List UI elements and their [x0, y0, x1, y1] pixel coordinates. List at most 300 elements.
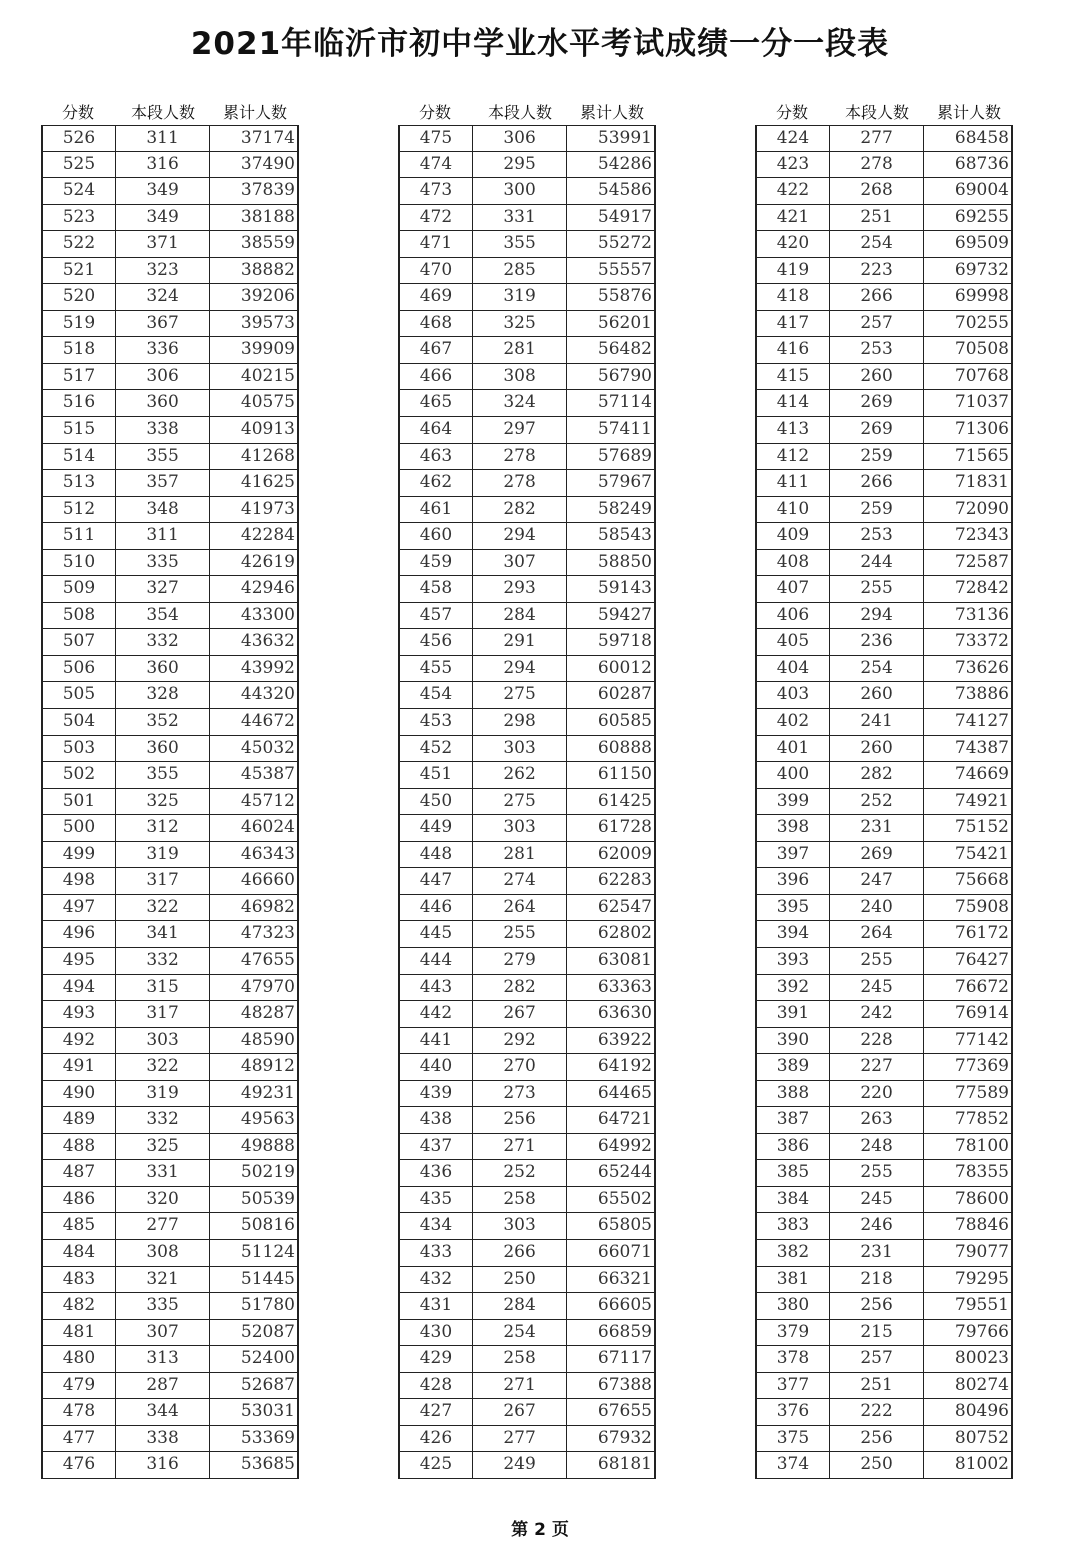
cell-score: 428	[400, 1373, 473, 1399]
cell-score: 444	[400, 948, 473, 974]
cell-score: 453	[400, 709, 473, 735]
cell-segment-count: 308	[116, 1240, 211, 1266]
cell-score: 504	[43, 709, 116, 735]
cell-score: 461	[400, 497, 473, 523]
table-row	[400, 523, 654, 550]
table-row	[757, 975, 1011, 1002]
cell-cumulative-count: 47655	[240, 949, 295, 970]
cell-score: 505	[43, 682, 116, 708]
cell-cumulative-count: 54286	[597, 153, 652, 174]
cell-score: 408	[757, 550, 830, 576]
cell-score: 376	[757, 1399, 830, 1425]
cell-segment-count: 297	[473, 417, 568, 443]
cell-score: 377	[757, 1373, 830, 1399]
table-row	[400, 576, 654, 603]
cell-cumulative-count: 46024	[240, 817, 295, 838]
header-score: 分数	[418, 103, 451, 122]
table-row	[400, 709, 654, 736]
cell-cumulative-count: 49231	[240, 1082, 295, 1103]
cell-segment-count: 294	[473, 523, 568, 549]
cell-segment-count: 269	[830, 842, 925, 868]
cell-segment-count: 335	[116, 1293, 211, 1319]
table-row	[43, 205, 297, 232]
cell-score: 420	[757, 231, 830, 257]
cell-segment-count: 269	[830, 390, 925, 416]
table-row	[43, 842, 297, 869]
cell-segment-count: 284	[473, 603, 568, 629]
cell-score: 493	[43, 1001, 116, 1027]
table-row	[43, 1240, 297, 1267]
table-row	[43, 682, 297, 709]
cell-score: 423	[757, 152, 830, 178]
table-row	[400, 444, 654, 471]
table-row	[757, 497, 1011, 524]
table-row	[400, 550, 654, 577]
cell-score: 496	[43, 921, 116, 947]
cell-segment-count: 215	[830, 1320, 925, 1346]
cell-score: 503	[43, 736, 116, 762]
cell-cumulative-count: 53031	[240, 1401, 295, 1422]
cell-score: 416	[757, 337, 830, 363]
cell-score: 459	[400, 550, 473, 576]
table-row	[400, 789, 654, 816]
cell-score: 438	[400, 1107, 473, 1133]
cell-cumulative-count: 76914	[954, 1003, 1009, 1024]
cell-score: 430	[400, 1320, 473, 1346]
cell-cumulative-count: 53685	[240, 1454, 295, 1475]
table-row	[757, 1452, 1011, 1479]
cell-cumulative-count: 75908	[954, 896, 1009, 917]
table-row	[400, 231, 654, 258]
cell-segment-count: 277	[116, 1213, 211, 1239]
cell-cumulative-count: 66605	[597, 1295, 652, 1316]
cell-score: 381	[757, 1267, 830, 1293]
cell-segment-count: 332	[116, 629, 211, 655]
table-header	[41, 99, 299, 124]
cell-cumulative-count: 59143	[597, 578, 652, 599]
table-row	[43, 948, 297, 975]
cell-score: 409	[757, 523, 830, 549]
cell-segment-count: 257	[830, 311, 925, 337]
table-row	[43, 152, 297, 179]
cell-score: 403	[757, 682, 830, 708]
cell-segment-count: 282	[830, 762, 925, 788]
cell-score: 448	[400, 842, 473, 868]
cell-cumulative-count: 44672	[240, 711, 295, 732]
cell-segment-count: 311	[116, 126, 211, 151]
cell-score: 456	[400, 629, 473, 655]
table-row	[43, 975, 297, 1002]
table-row	[43, 736, 297, 763]
cell-score: 426	[400, 1426, 473, 1452]
cell-cumulative-count: 60888	[597, 737, 652, 758]
cell-segment-count: 287	[116, 1373, 211, 1399]
cell-score: 421	[757, 205, 830, 231]
table-row	[757, 364, 1011, 391]
cell-score: 499	[43, 842, 116, 868]
cell-cumulative-count: 73136	[954, 604, 1009, 625]
page-number: 第 2 页	[511, 1520, 569, 1540]
cell-segment-count: 244	[830, 550, 925, 576]
cell-cumulative-count: 41625	[240, 472, 295, 493]
cell-score: 450	[400, 789, 473, 815]
table-row	[757, 550, 1011, 577]
cell-score: 514	[43, 444, 116, 470]
cell-cumulative-count: 49888	[240, 1135, 295, 1156]
cell-cumulative-count: 50816	[240, 1215, 295, 1236]
cell-cumulative-count: 81002	[954, 1454, 1009, 1475]
cell-score: 457	[400, 603, 473, 629]
table-row	[400, 815, 654, 842]
table-row	[43, 337, 297, 364]
table-row	[757, 762, 1011, 789]
cell-cumulative-count: 47970	[240, 976, 295, 997]
cell-segment-count: 325	[116, 789, 211, 815]
cell-cumulative-count: 48590	[240, 1029, 295, 1050]
table-body	[398, 125, 656, 1479]
cell-score: 397	[757, 842, 830, 868]
cell-cumulative-count: 54586	[597, 180, 652, 201]
cell-segment-count: 315	[116, 975, 211, 1001]
cell-score: 474	[400, 152, 473, 178]
cell-cumulative-count: 57967	[597, 472, 652, 493]
cell-cumulative-count: 66859	[597, 1321, 652, 1342]
cell-cumulative-count: 79077	[954, 1241, 1009, 1262]
cell-cumulative-count: 57411	[597, 419, 652, 440]
table-row	[757, 1187, 1011, 1214]
cell-score: 473	[400, 178, 473, 204]
cell-segment-count: 348	[116, 497, 211, 523]
cell-segment-count: 253	[830, 523, 925, 549]
cell-score: 385	[757, 1160, 830, 1186]
table-row	[757, 1426, 1011, 1453]
score-table-block-2	[398, 99, 656, 1479]
cell-cumulative-count: 40215	[240, 365, 295, 386]
cell-cumulative-count: 77142	[954, 1029, 1009, 1050]
cell-score: 379	[757, 1320, 830, 1346]
cell-cumulative-count: 58543	[597, 525, 652, 546]
table-header	[398, 99, 656, 124]
table-row	[400, 178, 654, 205]
cell-score: 429	[400, 1346, 473, 1372]
cell-cumulative-count: 74921	[954, 790, 1009, 811]
cell-score: 485	[43, 1213, 116, 1239]
table-row	[757, 682, 1011, 709]
table-row	[757, 1320, 1011, 1347]
table-row	[757, 1081, 1011, 1108]
cell-score: 425	[400, 1452, 473, 1478]
table-row	[757, 603, 1011, 630]
cell-score: 462	[400, 470, 473, 496]
table-row	[43, 364, 297, 391]
cell-cumulative-count: 69255	[954, 206, 1009, 227]
cell-score: 502	[43, 762, 116, 788]
table-row	[757, 789, 1011, 816]
cell-score: 449	[400, 815, 473, 841]
cell-score: 481	[43, 1320, 116, 1346]
cell-score: 497	[43, 895, 116, 921]
cell-cumulative-count: 55272	[597, 233, 652, 254]
table-row	[400, 895, 654, 922]
table-row	[43, 1187, 297, 1214]
cell-cumulative-count: 45712	[240, 790, 295, 811]
table-row	[757, 1240, 1011, 1267]
table-row	[757, 417, 1011, 444]
cell-segment-count: 341	[116, 921, 211, 947]
cell-score: 494	[43, 975, 116, 1001]
cell-score: 490	[43, 1081, 116, 1107]
cell-score: 383	[757, 1213, 830, 1239]
table-row	[757, 736, 1011, 763]
cell-segment-count: 291	[473, 629, 568, 655]
cell-segment-count: 312	[116, 815, 211, 841]
table-row	[400, 1160, 654, 1187]
cell-segment-count: 266	[473, 1240, 568, 1266]
table-row	[757, 258, 1011, 285]
cell-segment-count: 255	[830, 1160, 925, 1186]
table-row	[43, 231, 297, 258]
table-row	[43, 895, 297, 922]
cell-segment-count: 293	[473, 576, 568, 602]
cell-cumulative-count: 53991	[597, 128, 652, 148]
cell-cumulative-count: 56201	[597, 312, 652, 333]
cell-cumulative-count: 62009	[597, 843, 652, 864]
cell-score: 384	[757, 1187, 830, 1213]
cell-cumulative-count: 57114	[597, 392, 652, 413]
cell-score: 414	[757, 390, 830, 416]
cell-segment-count: 355	[116, 444, 211, 470]
cell-cumulative-count: 55557	[597, 259, 652, 280]
cell-segment-count: 311	[116, 523, 211, 549]
cell-segment-count: 253	[830, 337, 925, 363]
cell-cumulative-count: 39573	[240, 312, 295, 333]
table-row	[400, 311, 654, 338]
cell-segment-count: 349	[116, 178, 211, 204]
cell-cumulative-count: 45032	[240, 737, 295, 758]
header-segment-count: 本段人数	[487, 103, 552, 122]
cell-score: 464	[400, 417, 473, 443]
table-row	[400, 1452, 654, 1479]
table-row	[757, 205, 1011, 232]
cell-score: 500	[43, 815, 116, 841]
cell-score: 492	[43, 1028, 116, 1054]
table-row	[400, 1320, 654, 1347]
cell-cumulative-count: 63081	[597, 949, 652, 970]
cell-cumulative-count: 62802	[597, 923, 652, 944]
cell-score: 401	[757, 736, 830, 762]
cell-cumulative-count: 72343	[954, 525, 1009, 546]
cell-segment-count: 316	[116, 152, 211, 178]
cell-segment-count: 249	[473, 1452, 568, 1478]
cell-score: 476	[43, 1452, 116, 1478]
cell-score: 483	[43, 1267, 116, 1293]
cell-cumulative-count: 75668	[954, 870, 1009, 891]
cell-segment-count: 260	[830, 736, 925, 762]
cell-segment-count: 252	[830, 789, 925, 815]
table-row	[43, 921, 297, 948]
table-row	[43, 1452, 297, 1479]
cell-segment-count: 231	[830, 815, 925, 841]
table-row	[757, 1213, 1011, 1240]
cell-cumulative-count: 57689	[597, 445, 652, 466]
cell-segment-count: 279	[473, 948, 568, 974]
cell-segment-count: 278	[830, 152, 925, 178]
cell-score: 436	[400, 1160, 473, 1186]
cell-segment-count: 218	[830, 1267, 925, 1293]
cell-score: 524	[43, 178, 116, 204]
table-row	[43, 1054, 297, 1081]
table-row	[43, 284, 297, 311]
cell-cumulative-count: 64192	[597, 1056, 652, 1077]
cell-segment-count: 360	[116, 656, 211, 682]
cell-segment-count: 316	[116, 1452, 211, 1478]
table-row	[400, 258, 654, 285]
cell-score: 419	[757, 258, 830, 284]
cell-score: 469	[400, 284, 473, 310]
cell-segment-count: 231	[830, 1240, 925, 1266]
table-row	[757, 1134, 1011, 1161]
cell-cumulative-count: 80023	[954, 1348, 1009, 1369]
table-row	[43, 1213, 297, 1240]
cell-score: 513	[43, 470, 116, 496]
cell-score: 395	[757, 895, 830, 921]
table-row	[43, 178, 297, 205]
cell-segment-count: 228	[830, 1028, 925, 1054]
cell-segment-count: 352	[116, 709, 211, 735]
table-row	[400, 629, 654, 656]
table-row	[757, 1373, 1011, 1400]
cell-segment-count: 371	[116, 231, 211, 257]
header-score: 分数	[775, 103, 808, 122]
table-row	[400, 1399, 654, 1426]
table-row	[43, 258, 297, 285]
cell-segment-count: 255	[830, 948, 925, 974]
cell-score: 507	[43, 629, 116, 655]
cell-score: 521	[43, 258, 116, 284]
table-row	[757, 1028, 1011, 1055]
table-row	[757, 390, 1011, 417]
cell-segment-count: 303	[473, 736, 568, 762]
cell-segment-count: 275	[473, 682, 568, 708]
table-row	[43, 576, 297, 603]
cell-segment-count: 248	[830, 1134, 925, 1160]
cell-cumulative-count: 70255	[954, 312, 1009, 333]
table-row	[400, 1426, 654, 1453]
cell-score: 427	[400, 1399, 473, 1425]
table-row	[400, 1187, 654, 1214]
table-row	[400, 975, 654, 1002]
cell-cumulative-count: 78100	[954, 1135, 1009, 1156]
cell-score: 471	[400, 231, 473, 257]
cell-segment-count: 278	[473, 444, 568, 470]
cell-score: 415	[757, 364, 830, 390]
table-row	[757, 1054, 1011, 1081]
cell-score: 433	[400, 1240, 473, 1266]
cell-cumulative-count: 79295	[954, 1268, 1009, 1289]
table-row	[43, 1399, 297, 1426]
cell-cumulative-count: 77589	[954, 1082, 1009, 1103]
cell-segment-count: 277	[473, 1426, 568, 1452]
cell-score: 478	[43, 1399, 116, 1425]
cell-score: 516	[43, 390, 116, 416]
cell-segment-count: 306	[116, 364, 211, 390]
cell-score: 511	[43, 523, 116, 549]
cell-cumulative-count: 58249	[597, 498, 652, 519]
cell-segment-count: 271	[473, 1134, 568, 1160]
table-row	[400, 868, 654, 895]
cell-segment-count: 344	[116, 1399, 211, 1425]
cell-score: 396	[757, 868, 830, 894]
cell-cumulative-count: 73626	[954, 657, 1009, 678]
cell-segment-count: 264	[830, 921, 925, 947]
table-row	[757, 815, 1011, 842]
cell-cumulative-count: 68458	[954, 128, 1009, 148]
cell-cumulative-count: 71565	[954, 445, 1009, 466]
cell-score: 398	[757, 815, 830, 841]
cell-cumulative-count: 41268	[240, 445, 295, 466]
cell-score: 472	[400, 205, 473, 231]
cell-score: 378	[757, 1346, 830, 1372]
cell-segment-count: 222	[830, 1399, 925, 1425]
cell-cumulative-count: 72587	[954, 551, 1009, 572]
table-row	[757, 1001, 1011, 1028]
table-row	[43, 1267, 297, 1294]
cell-score: 480	[43, 1346, 116, 1372]
cell-segment-count: 266	[830, 284, 925, 310]
cell-cumulative-count: 61150	[597, 764, 652, 785]
cell-cumulative-count: 80274	[954, 1374, 1009, 1395]
cell-cumulative-count: 61425	[597, 790, 652, 811]
table-row	[400, 1213, 654, 1240]
cell-cumulative-count: 74669	[954, 764, 1009, 785]
cell-segment-count: 278	[473, 470, 568, 496]
cell-cumulative-count: 72090	[954, 498, 1009, 519]
table-row	[757, 921, 1011, 948]
cell-cumulative-count: 64721	[597, 1109, 652, 1130]
table-row	[400, 417, 654, 444]
cell-segment-count: 319	[473, 284, 568, 310]
cell-score: 518	[43, 337, 116, 363]
cell-score: 454	[400, 682, 473, 708]
cell-segment-count: 259	[830, 444, 925, 470]
cell-cumulative-count: 60287	[597, 684, 652, 705]
cell-score: 412	[757, 444, 830, 470]
cell-cumulative-count: 73372	[954, 631, 1009, 652]
table-row	[400, 284, 654, 311]
table-row	[400, 1240, 654, 1267]
cell-cumulative-count: 64465	[597, 1082, 652, 1103]
cell-segment-count: 285	[473, 258, 568, 284]
cell-cumulative-count: 42284	[240, 525, 295, 546]
cell-score: 451	[400, 762, 473, 788]
cell-cumulative-count: 74387	[954, 737, 1009, 758]
cell-cumulative-count: 38882	[240, 259, 295, 280]
cell-segment-count: 269	[830, 417, 925, 443]
cell-cumulative-count: 69998	[954, 286, 1009, 307]
cell-segment-count: 254	[473, 1320, 568, 1346]
cell-segment-count: 306	[473, 126, 568, 151]
cell-cumulative-count: 49563	[240, 1109, 295, 1130]
cell-score: 484	[43, 1240, 116, 1266]
cell-score: 508	[43, 603, 116, 629]
cell-cumulative-count: 58850	[597, 551, 652, 572]
cell-cumulative-count: 39206	[240, 286, 295, 307]
cell-segment-count: 282	[473, 497, 568, 523]
cell-score: 523	[43, 205, 116, 231]
cell-segment-count: 282	[473, 975, 568, 1001]
cell-segment-count: 270	[473, 1054, 568, 1080]
cell-segment-count: 320	[116, 1187, 211, 1213]
